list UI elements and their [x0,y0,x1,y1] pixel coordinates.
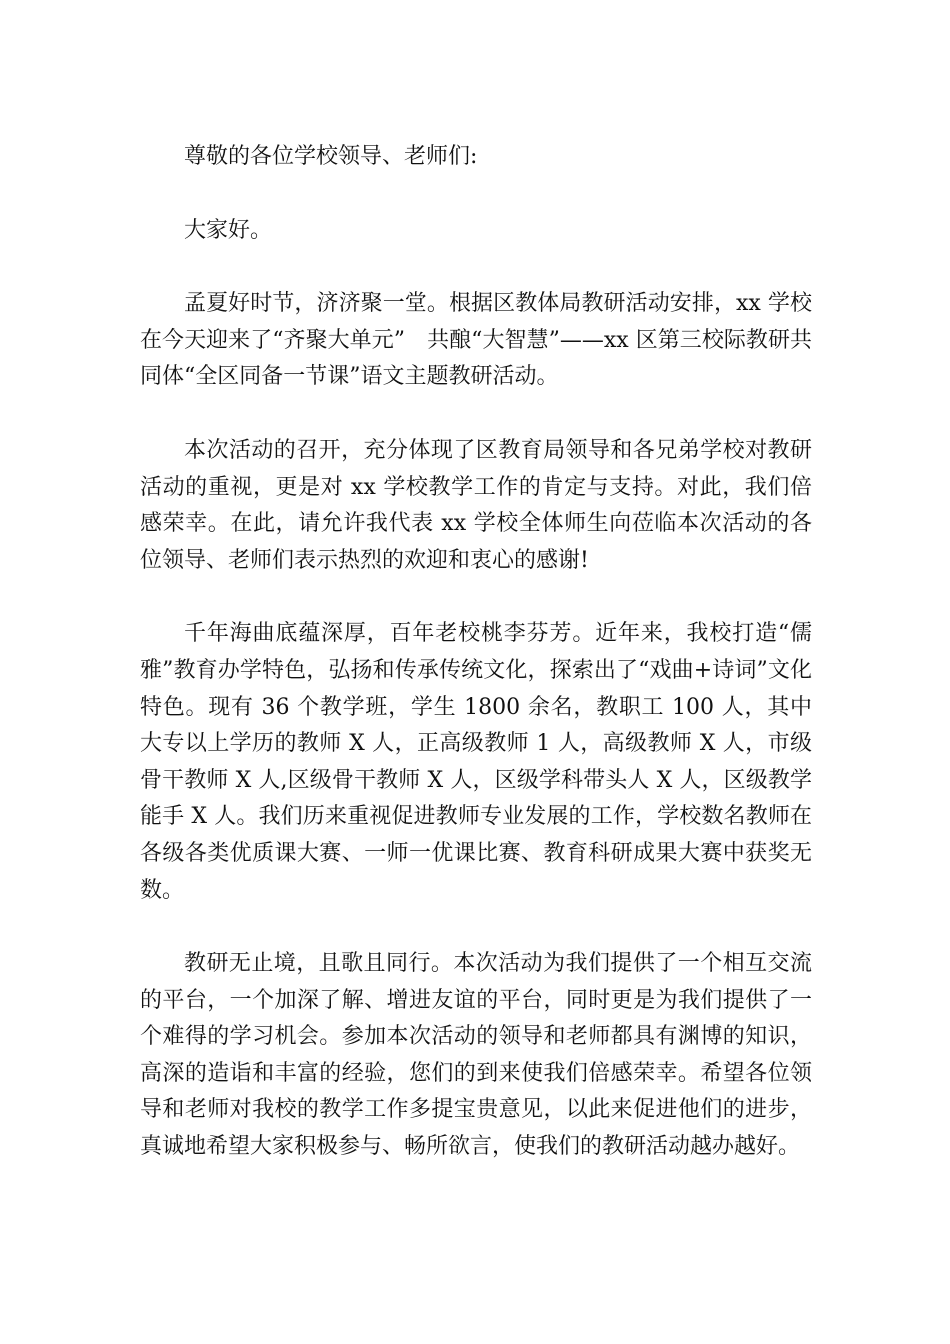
paragraph-4: 教研无止境，且歌且同行。本次活动为我们提供了一个相互交流的平台，一个加深了解、增进友谊的平台，同时更是为我们提供了一个难得的学习机会。参加本次活动的领导和老师都具有渊博的知识，高深的造诣和丰富的经验，您们的到来使我们倍感荣幸。希望各位领导和老师对我校的教学工作多提宝贵意见，以此来促进他们的进步，真诚地希望大家积极参与、畅所欲言，使我们的教研活动越办越好。 [140,951,812,1160]
document-body [140,139,812,1203]
greeting: 大家好。 [184,217,273,243]
salutation: 尊敬的各位学校领导、老师们: [184,144,478,169]
paragraph-2: 本次活动的召开，充分体现了区教育局领导和各兄弟学校对教研活动的重视，更是对 xx 学校教学工作的肯定与支持。对此，我们倍感荣幸。在此，请允许我代表 xx 学校全体师生向莅临本次活动的各位领导、老师们表示热烈的欢迎和衷心的感谢! [140,437,812,573]
paragraph-1: 孟夏好时节，济济聚一堂。根据区教体局教研活动安排，xx 学校在今天迎来了“齐聚大单元” 共酿“大智慧”——xx 区第三校际教研共同体“全区同备一节课”语文主题教研活动。 [140,291,812,390]
paragraph-3: 千年海曲底蕴深厚，百年老校桃李芬芳。近年来，我校打造“儒雅”教育办学特色，弘扬和传承传统文化，探索出了“戏曲+诗词”文化特色。现有 36 个教学班，学生 1800 余名，教职工 100 人，其中大专以上学历的教师 X 人，正高级教师 1 人，高级教师 X 人，市级骨干教师 X 人,区级骨干教师 X 人，区级学科带头人 X 人，区级教学能手 X 人。我们历来重视促进教师专业发展的工作，学校数名教师在各级各类优质课大赛、一师一优课比赛、教育科研成果大赛中获奖无数。 [140,621,812,903]
